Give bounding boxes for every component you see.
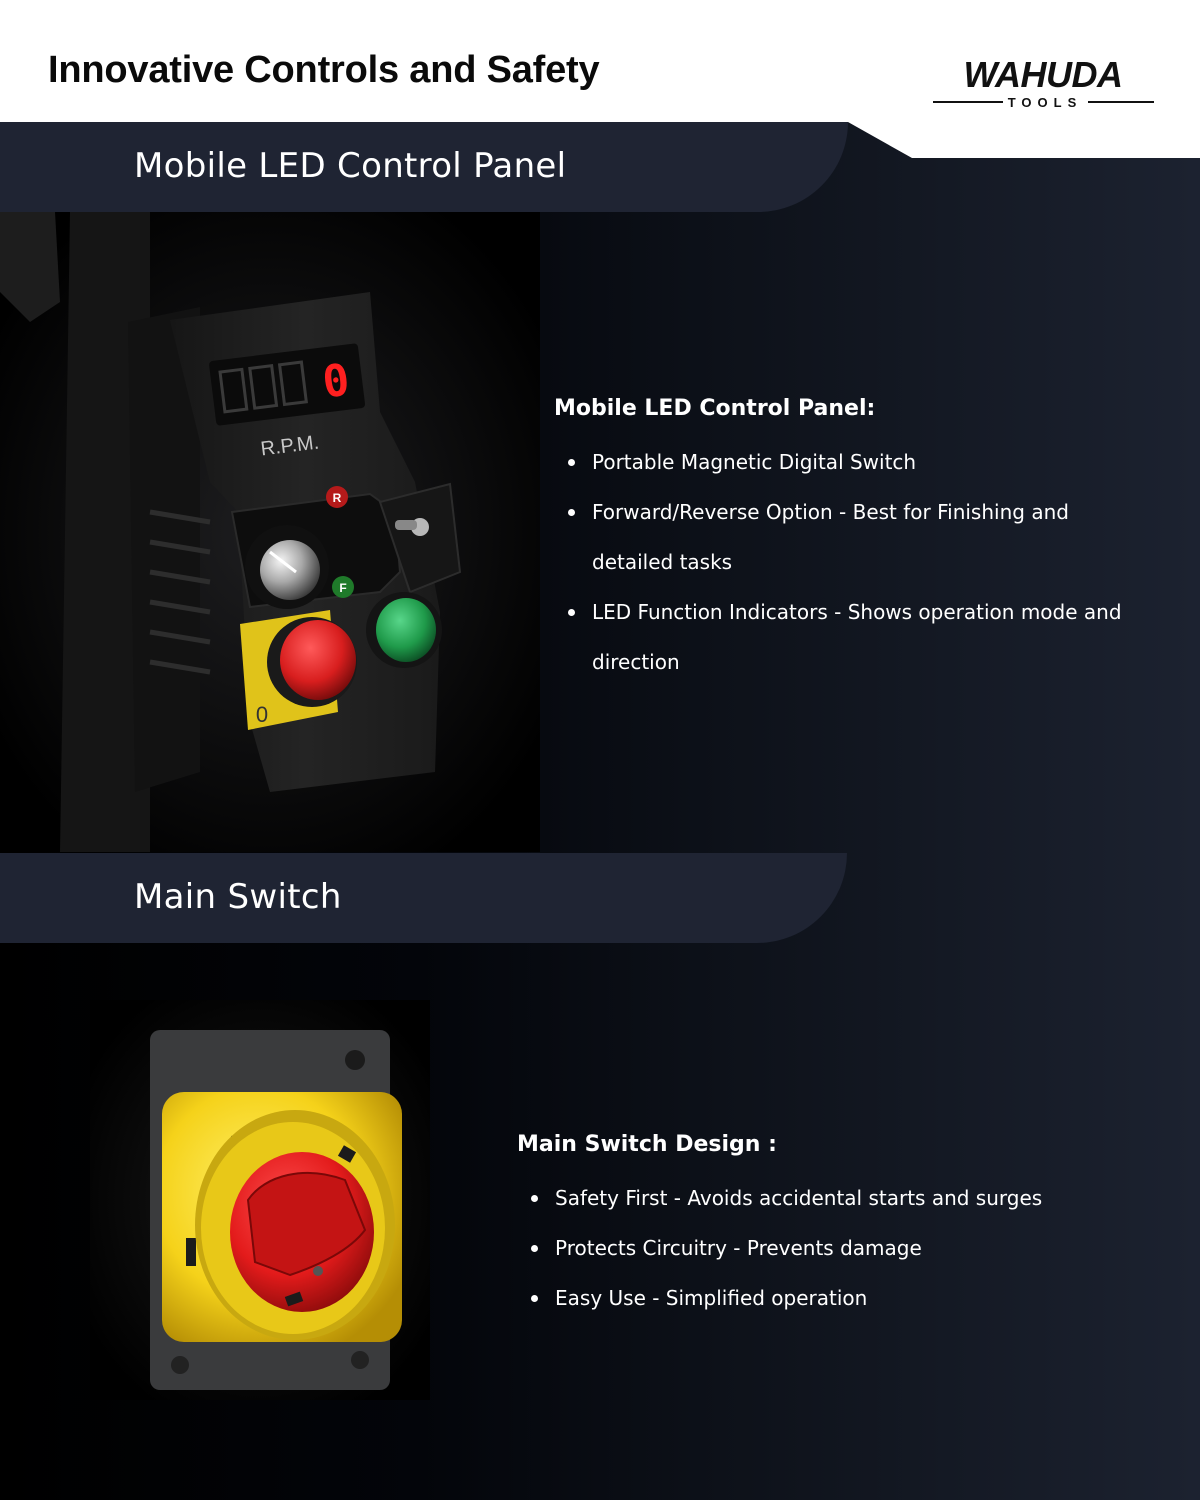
rpm-display-digit: 0 [319,354,353,409]
logo-tagline: TOOLS [1007,95,1083,110]
feature-text: LED Function Indicators - Shows operation mode and direction [592,600,1122,674]
section-banner-main-switch [0,853,847,943]
bullet-icon [531,1295,538,1302]
main-switch-heading: Main Switch Design : [517,1132,777,1157]
control-panel-heading: Mobile LED Control Panel: [554,396,876,421]
bullet-icon [531,1245,538,1252]
feature-text: Portable Magnetic Digital Switch [592,450,917,474]
section-banner-label: Main Switch [134,877,342,917]
rpm-label: R.P.M. [259,431,321,461]
feature-text: Protects Circuitry - Prevents damage [555,1236,922,1260]
logo-wordmark: WAHUDA [963,55,1123,95]
main-switch-feature-list [517,1173,1157,1323]
section-banner-label: Mobile LED Control Panel [134,146,567,186]
forward-label: F [339,581,347,595]
control-panel-photo [0,212,540,852]
page-title: Innovative Controls and Safety [48,49,600,91]
feature-item [554,437,1154,487]
control-panel-feature-list [554,437,1154,687]
feature-text: Safety First - Avoids accidental starts and surges [555,1186,1043,1210]
bullet-icon [568,459,575,466]
section-banner-control-panel [0,122,848,212]
bullet-icon [568,509,575,516]
feature-item [554,587,1154,687]
stop-mark: 0 [255,702,269,727]
feature-text: Easy Use - Simplified operation [555,1286,868,1310]
bullet-icon [531,1195,538,1202]
feature-item [517,1173,1157,1223]
feature-text: Forward/Reverse Option - Best for Finishing and detailed tasks [592,500,1069,574]
reverse-label: R [332,491,342,505]
feature-item [517,1223,1157,1273]
rotary-switch-photo [90,1000,430,1400]
bullet-icon [568,609,575,616]
feature-item [517,1273,1157,1323]
feature-item [554,487,1154,587]
